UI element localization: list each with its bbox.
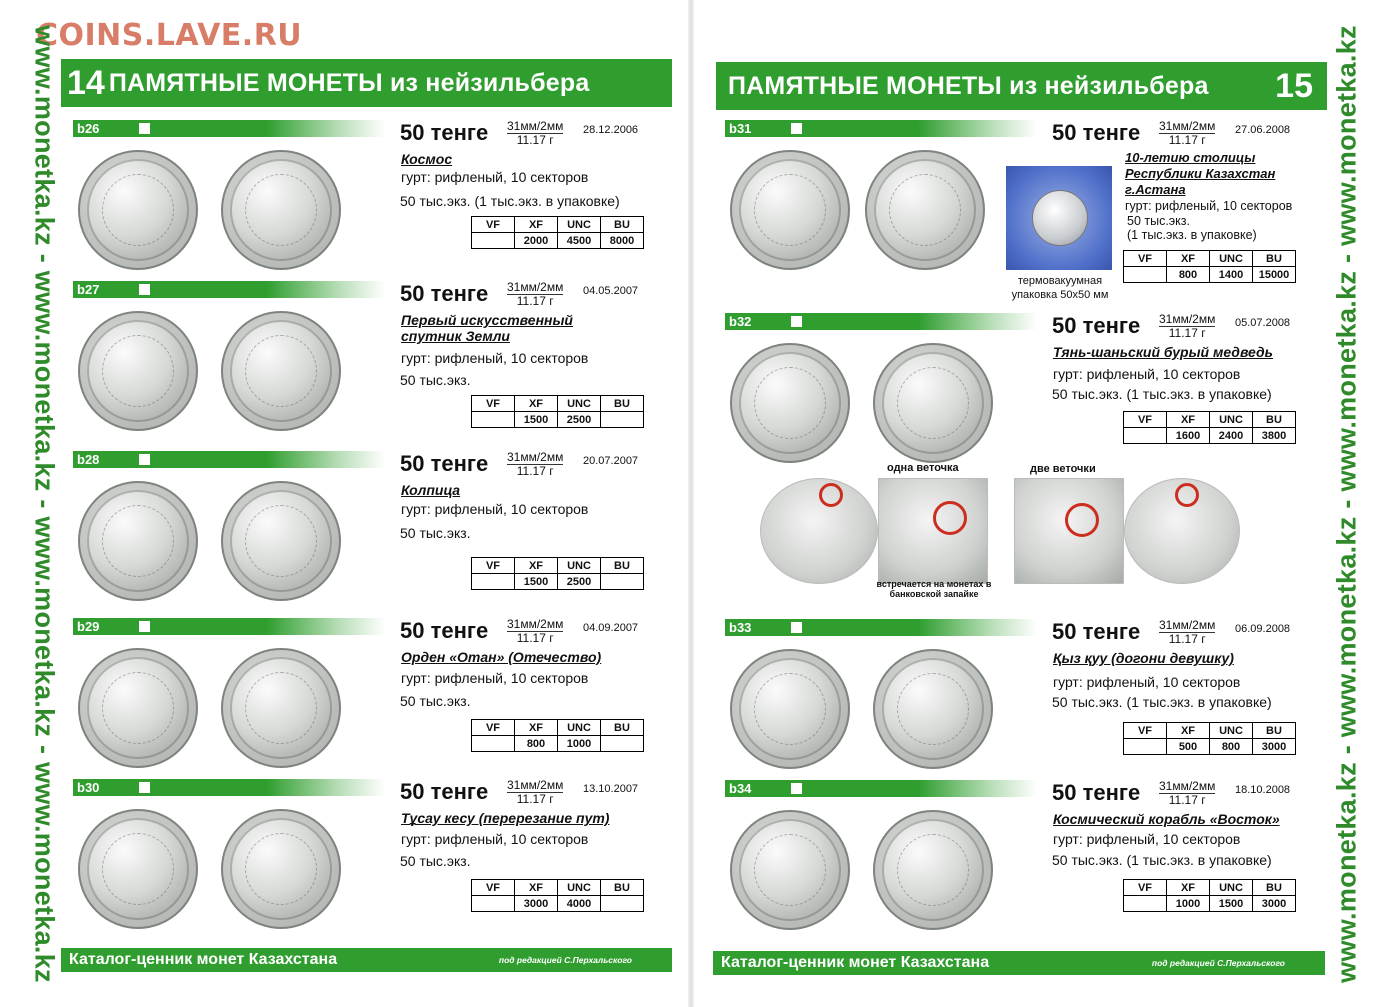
mintage [400,193,620,209]
editor-credit: под редакцией С.Перхальского [1151,958,1285,968]
diameter: 31мм/2мм [507,778,564,792]
price-xf: 800 [1167,267,1210,283]
mintage [400,693,471,709]
price-bu [601,574,644,590]
coin-obverse-image [730,810,850,930]
price-header: VF [1124,251,1167,267]
price-unc: 1500 [1210,896,1253,912]
price-bu [601,736,644,752]
price-header: VF [1124,723,1167,739]
price-header: XF [515,558,558,574]
weight: 11.17 г [516,631,554,645]
diameter: 31мм/2мм [507,280,564,294]
price-header: UNC [1210,251,1253,267]
price-xf: 800 [515,736,558,752]
edge-description: гурт: рифленый, 10 секторов [1053,831,1241,847]
price-table [471,216,644,249]
mintage [400,525,471,541]
checkbox-square-icon [791,123,802,134]
mintage-line: 50 тыс.экз. (1 тыс.экз. в упаковке) [1052,694,1272,710]
price-vf [472,736,515,752]
diameter: 31мм/2мм [1159,779,1216,793]
coin-code-bar [725,313,1037,330]
issue-date: 04.09.2007 [583,622,639,634]
page-number: 14 [67,63,105,102]
coin-name-line: г.Астана [1125,182,1186,197]
coin-code: b30 [77,780,100,795]
mintage [1127,214,1257,242]
coin-name-line: Орден «Отан» (Отечество) [401,649,602,665]
weight: 11.17 г [516,294,554,308]
price-unc: 4000 [558,896,601,912]
price-bu [601,896,644,912]
price-value-row [1124,896,1296,912]
price-value-row [1124,428,1296,444]
price-header: BU [1253,880,1296,896]
coin-code: b32 [729,314,752,329]
coin-name-line: Первый искусственный [401,312,573,328]
price-header: BU [1253,723,1296,739]
edge-description: гурт: рифленый, 10 секторов [401,670,589,686]
price-header-row [472,396,644,412]
price-header-row [472,880,644,896]
edge-description: гурт: рифленый, 10 секторов [401,169,589,185]
price-header-row [1124,723,1296,739]
coin-obverse-image [78,809,198,929]
price-header: XF [1167,251,1210,267]
right-page-footer [713,951,1325,975]
price-table [1123,722,1296,755]
checkbox-square-icon [139,284,150,295]
price-header-row [472,558,644,574]
page-title: ПАМЯТНЫЕ МОНЕТЫ из нейзильбера [108,68,590,97]
coin-code-bar [725,780,1037,797]
coin-name [401,810,609,826]
mintage-line: 50 тыс.экз. [1127,214,1191,228]
highlight-circle [933,501,967,535]
coin-name-line: Космос [401,151,453,167]
coin-name [1053,650,1234,666]
coin-reverse-image [873,649,993,769]
price-header: BU [601,880,644,896]
price-unc: 2500 [558,574,601,590]
price-header: UNC [558,217,601,233]
weight: 11.17 г [516,464,554,478]
catalog-title: Каталог-ценник монет Казахстана [69,951,338,968]
coin-specs [1159,619,1215,645]
coin-name [1053,344,1273,360]
price-header-row [1124,880,1296,896]
price-header-row [1124,251,1296,267]
coin-reverse-image [221,809,341,929]
price-unc: 2500 [558,412,601,428]
coin-code-bar [73,451,385,468]
mintage-line: 50 тыс.экз. (1 тыс.экз. в упаковке) [1052,386,1272,402]
weight: 11.17 г [1168,632,1206,646]
edge-description: гурт: рифленый, 10 секторов [401,350,589,366]
price-bu: 3000 [1253,739,1296,755]
price-value-row [472,896,644,912]
price-header: BU [601,720,644,736]
price-bu: 15000 [1253,267,1296,283]
diameter: 31мм/2мм [507,119,564,133]
price-header: UNC [558,720,601,736]
coin-specs [507,779,563,805]
edge-description: гурт: рифленый, 10 секторов [401,501,589,517]
price-header: BU [1253,251,1296,267]
coin-code: b29 [77,619,100,634]
price-header: UNC [558,880,601,896]
mintage-line: 50 тыс.экз. [400,693,471,709]
mintage [400,372,471,388]
price-xf: 3000 [515,896,558,912]
right-page-header [716,62,1327,110]
price-header: UNC [1210,723,1253,739]
price-header: VF [472,217,515,233]
side-url-text: www.monetka.kz - www.monetka.kz - www.monetka.kz - www.monetka.kz [29,24,60,983]
price-header: XF [1167,412,1210,428]
issue-date: 06.09.2008 [1235,623,1291,635]
mintage-line: 50 тыс.экз. (1 тыс.экз. в упаковке) [1052,852,1272,868]
denomination: 50 тенге [1052,619,1141,644]
package-caption: термовакуумная упаковка 50х50 мм [1011,275,1109,301]
variety-closeup-one [878,478,988,584]
coin-specs [507,281,563,307]
coin-specs [1159,780,1215,806]
price-xf: 1600 [1167,428,1210,444]
coin-entry [73,779,683,919]
weight: 11.17 г [516,792,554,806]
price-vf [1124,896,1167,912]
price-vf [472,233,515,249]
checkbox-square-icon [139,123,150,134]
coin-name-line: Қыз қуу (догони девушку) [1053,650,1234,666]
coin-code-bar [725,619,1037,636]
price-header: XF [515,396,558,412]
price-header: UNC [558,396,601,412]
price-vf [472,574,515,590]
mintage-line: 50 тыс.экз. [400,853,471,869]
coin-name [1053,811,1280,827]
coin-name-line: Тянь-шаньский бурый медведь [1053,344,1273,360]
price-header: BU [601,217,644,233]
price-table [471,719,644,752]
issue-date: 27.06.2008 [1235,124,1291,136]
coin-entry [73,618,683,758]
price-value-row [472,574,644,590]
coin-name-line: Колпица [401,482,461,498]
price-header: UNC [1210,412,1253,428]
price-header: VF [472,558,515,574]
coin-reverse-image [865,150,985,270]
coin-code-bar [73,281,385,298]
edge-description: гурт: рифленый, 10 секторов [401,831,589,847]
price-vf [1124,428,1167,444]
checkbox-square-icon [791,316,802,327]
price-unc: 2400 [1210,428,1253,444]
price-header-row [472,720,644,736]
site-watermark: COINS.LAVE.RU [36,18,303,53]
price-header: BU [601,396,644,412]
price-header-row [472,217,644,233]
coin-obverse-image [730,649,850,769]
variety-coin-right [1124,478,1240,584]
issue-date: 05.07.2008 [1235,317,1291,329]
price-value-row [1124,739,1296,755]
mintage-line: 50 тыс.экз. [400,525,471,541]
left-page-header [61,59,672,107]
coin-name-line: Тұсау кесу (перерезание пут) [401,810,610,826]
issue-date: 28.12.2006 [583,124,639,136]
coin-entry [725,619,1335,759]
denomination: 50 тенге [1052,780,1141,805]
price-table [471,557,644,590]
coin-reverse-image [221,481,341,601]
coin-reverse-image [873,810,993,930]
catalog-title: Каталог-ценник монет Казахстана [721,954,990,971]
price-header: BU [601,558,644,574]
mintage [1052,852,1272,868]
checkbox-square-icon [139,621,150,632]
edge-description: гурт: рифленый, 10 секторов [1125,199,1293,213]
diameter: 31мм/2мм [1159,119,1216,133]
price-vf [1124,267,1167,283]
coin-entry [725,313,1335,453]
coin-name [401,312,573,344]
highlight-circle [819,483,843,507]
price-vf [1124,739,1167,755]
coin-specs [1159,120,1215,146]
mintage-line: 50 тыс.экз. [400,372,471,388]
checkbox-square-icon [791,622,802,633]
vacuum-package-image [1006,166,1112,270]
price-header: VF [472,720,515,736]
price-table [471,879,644,912]
price-vf [472,896,515,912]
weight: 11.17 г [1168,326,1206,340]
coin-obverse-image [78,311,198,431]
coin-reverse-image [873,343,993,463]
coin-name-line: спутник Земли [401,328,510,344]
mintage-line: (1 тыс.экз. в упаковке) [1127,228,1257,242]
edge-description: гурт: рифленый, 10 секторов [1053,674,1241,690]
coin-obverse-image [78,150,198,270]
denomination: 50 тенге [400,779,489,804]
highlight-circle [1065,503,1099,537]
coin-obverse-image [78,481,198,601]
coin-name [401,649,601,665]
coin-code: b26 [77,121,100,136]
two-branches-label: две веточки [1030,463,1096,475]
variety-coin-left [760,478,878,584]
price-table [1123,879,1296,912]
price-header: UNC [1210,880,1253,896]
coin-reverse-image [221,150,341,270]
coin-code-bar [73,120,385,137]
coin-name-line: 10-летию столицы [1125,150,1256,165]
denomination: 50 тенге [400,281,489,306]
side-url-text: www.monetka.kz - www.monetka.kz - www.monetka.kz - www.monetka.kz [1331,24,1362,983]
one-branch-label: одна веточка [887,462,959,474]
side-text-left [24,0,64,1007]
coin-specs [507,451,563,477]
denomination: 50 тенге [1052,120,1141,145]
packaged-coin [1032,190,1088,246]
coin-entry [73,120,683,260]
price-header: VF [1124,880,1167,896]
variety-closeup-two [1014,478,1124,584]
weight: 11.17 г [516,133,554,147]
coin-entry [73,280,683,426]
price-vf [472,412,515,428]
coin-obverse-image [730,343,850,463]
price-header: XF [1167,723,1210,739]
highlight-circle [1175,483,1199,507]
issue-date: 18.10.2008 [1235,784,1291,796]
coin-name [1125,150,1275,198]
coin-entry [725,780,1335,920]
price-bu: 3000 [1253,896,1296,912]
diameter: 31мм/2мм [507,450,564,464]
issue-date: 13.10.2007 [583,783,639,795]
price-header: VF [472,880,515,896]
coin-code: b34 [729,781,752,796]
coin-reverse-image [221,311,341,431]
mintage [1052,694,1272,710]
page-title: ПАМЯТНЫЕ МОНЕТЫ из нейзильбера [728,71,1209,100]
price-table [471,395,644,428]
mintage-line: 50 тыс.экз. (1 тыс.экз. в упаковке) [400,193,620,209]
price-xf: 1500 [515,412,558,428]
coin-code: b28 [77,452,100,467]
weight: 11.17 г [1168,793,1206,807]
coin-name [401,482,460,498]
price-header: XF [515,720,558,736]
price-bu: 8000 [601,233,644,249]
price-header: VF [1124,412,1167,428]
price-table [1123,411,1296,444]
coin-name-line: Космический корабль «Восток» [1053,811,1280,827]
coin-specs [1159,313,1215,339]
price-header: XF [515,217,558,233]
price-table [1123,250,1296,283]
coin-reverse-image [221,648,341,768]
edge-description: гурт: рифленый, 10 секторов [1053,366,1241,382]
price-xf: 500 [1167,739,1210,755]
coin-obverse-image [78,648,198,768]
price-unc: 1400 [1210,267,1253,283]
checkbox-square-icon [139,454,150,465]
diameter: 31мм/2мм [1159,618,1216,632]
price-xf: 2000 [515,233,558,249]
checkbox-square-icon [791,783,802,794]
price-header-row [1124,412,1296,428]
coin-code-bar [725,120,1037,137]
price-value-row [1124,267,1296,283]
denomination: 50 тенге [400,451,489,476]
price-header: BU [1253,412,1296,428]
price-header: UNC [558,558,601,574]
denomination: 50 тенге [400,120,489,145]
denomination: 50 тенге [400,618,489,643]
page-number: 15 [1275,66,1313,105]
coin-code: b33 [729,620,752,635]
price-xf: 1500 [515,574,558,590]
editor-credit: под редакцией С.Перхальского [498,955,632,965]
price-bu: 3800 [1253,428,1296,444]
price-value-row [472,736,644,752]
coin-specs [507,618,563,644]
mintage [1052,386,1272,402]
coin-name [401,151,452,167]
coin-code: b31 [729,121,752,136]
denomination: 50 тенге [1052,313,1141,338]
coin-code-bar [73,779,385,796]
diameter: 31мм/2мм [1159,312,1216,326]
mintage [400,853,471,869]
price-header: VF [472,396,515,412]
issue-date: 04.05.2007 [583,285,639,297]
coin-entry [73,451,683,591]
price-unc: 4500 [558,233,601,249]
price-xf: 1000 [1167,896,1210,912]
price-value-row [472,412,644,428]
diameter: 31мм/2мм [507,617,564,631]
price-value-row [472,233,644,249]
coin-code: b27 [77,282,100,297]
checkbox-square-icon [139,782,150,793]
price-header: XF [515,880,558,896]
left-page-footer [61,948,672,972]
page-fold [688,0,694,1007]
coin-name-line: Республики Казахстан [1125,166,1276,181]
issue-date: 20.07.2007 [583,455,639,467]
price-unc: 1000 [558,736,601,752]
price-bu [601,412,644,428]
coin-obverse-image [730,150,850,270]
variety-note: встречается на монетах в банковской запайке [876,579,992,599]
coin-specs [507,120,563,146]
coin-code-bar [73,618,385,635]
weight: 11.17 г [1168,133,1206,147]
price-header: XF [1167,880,1210,896]
price-unc: 800 [1210,739,1253,755]
